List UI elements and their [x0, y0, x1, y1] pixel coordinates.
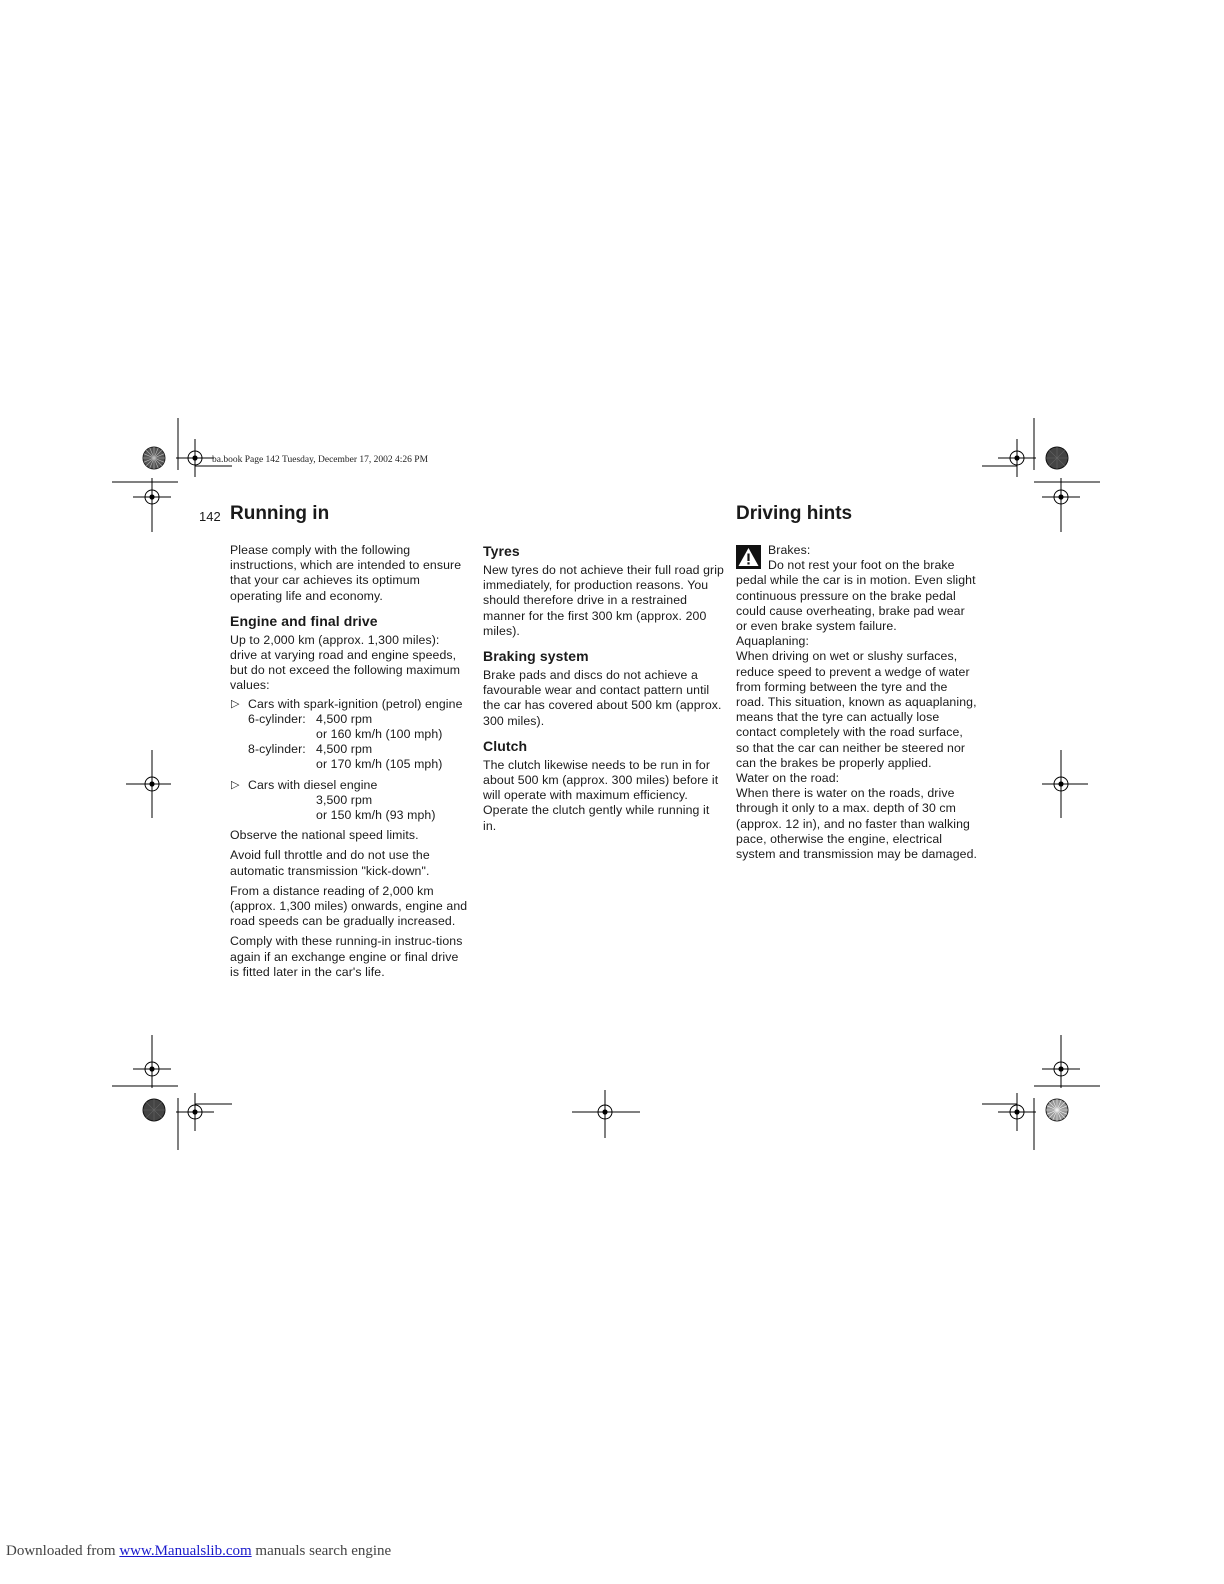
column-tyres-brakes-clutch: [483, 543, 725, 839]
intro-paragraph: Please comply with the following instructions, which are intended to ensure that your car achieves its optimum operating life and economy.: [230, 543, 462, 603]
spec-row-8-cyl-speed: [248, 757, 470, 772]
bullet-diesel-title: Cars with diesel engine: [248, 777, 378, 792]
spec-value: or 160 km/h (100 mph): [316, 727, 443, 742]
spec-value: or 170 km/h (105 mph): [316, 757, 443, 772]
engine-paragraph: Up to 2,000 km (approx. 1,300 miles): drive at varying road and engine speeds, but do not exceed the following maximum values:: [230, 632, 461, 693]
braking-paragraph: Brake pads and discs do not achieve a favourable wear and contact pattern until the car has covered about 500 km (approx. 300 miles).: [483, 668, 722, 728]
spec-value: 3,500 rpm: [316, 792, 373, 807]
footer-prefix: Downloaded from: [6, 1543, 120, 1559]
spec-label: 6-cylinder:: [248, 711, 306, 726]
spec-value: or 150 km/h (93 mph): [316, 807, 436, 822]
page-number: 142: [199, 509, 221, 524]
spec-row-6-cyl-speed: [248, 727, 470, 742]
triangle-bullet-icon: ▷: [231, 778, 240, 791]
manualslib-link[interactable]: www.Manualslib.com: [119, 1543, 252, 1559]
page-title-driving-hints: Driving hints: [736, 503, 853, 524]
aquaplaning-label: Aquaplaning:: [736, 634, 809, 649]
page-title-running-in: Running in: [230, 503, 330, 524]
distance-paragraph: From a distance reading of 2,000 km (approx. 1,300 miles) onwards, engine and road speeds can be gradually increased.: [230, 883, 468, 929]
spec-row-8-cyl: [248, 742, 470, 757]
section-heading-clutch: Clutch: [483, 737, 528, 754]
section-heading-braking: Braking system: [483, 648, 589, 665]
water-label: Water on the road:: [736, 771, 840, 786]
section-heading-tyres: Tyres: [483, 543, 520, 559]
aquaplaning-paragraph: When driving on wet or slushy surfaces, reduce speed to prevent a wedge of water from forming between the tyre and the road. This situation, known as aquaplaning, means that the tyre can actually lose contact completely with the road surface, so that the car can neither be steered nor can the brakes be properly applied.: [736, 649, 977, 770]
section-heading-engine: Engine and final drive: [230, 612, 378, 629]
print-slug: ba.book Page 142 Tuesday, December 17, 2002 4:26 PM: [212, 455, 429, 465]
download-footer: [6, 1543, 391, 1560]
spec-row-6-cyl: [248, 712, 470, 727]
brakes-text: [736, 558, 978, 634]
bullet-petrol-title: Cars with spark-ignition (petrol) engine: [248, 696, 463, 711]
spec-value: 4,500 rpm: [316, 742, 373, 757]
spec-value: 4,500 rpm: [316, 711, 373, 726]
triangle-bullet-icon: ▷: [231, 697, 240, 710]
brakes-paragraph: Do not rest your foot on the brake pedal while the car is in motion. Even slight continuous pressure on the brake pedal could cause overheating, brake pad wear or even brake system failure.: [736, 558, 976, 634]
bullet-petrol: [230, 697, 470, 773]
spec-row-diesel-speed: [248, 808, 470, 823]
tyres-paragraph: New tyres do not achieve their full road grip immediately, for production reasons. You should therefore drive in a restrained manner for the first 300 km (approx. 200 miles).: [483, 563, 724, 638]
brakes-label: Brakes:: [768, 543, 811, 557]
exchange-paragraph: Comply with these running-in instruc-tions again if an exchange engine or final drive is fitted later in the car's life.: [230, 934, 463, 979]
spec-row-diesel: [248, 793, 470, 808]
clutch-paragraph: The clutch likewise needs to be run in for about 500 km (approx. 300 miles) before it will operate with maximum efficiency. Operate the clutch gently while running it in.: [483, 757, 719, 833]
spec-label: 8-cylinder:: [248, 742, 306, 757]
column-running-in: [230, 543, 470, 985]
kickdown-paragraph: Avoid full throttle and do not use the automatic transmission "kick-down".: [230, 848, 430, 878]
water-paragraph: When there is water on the roads, drive through it only to a max. depth of 30 cm (approx. 12 in), and no faster than walking pace, otherwise the engine, electrical system and transmission may be damaged.: [736, 786, 978, 862]
bullet-diesel: [230, 778, 470, 824]
speed-limit-paragraph: Observe the national speed limits.: [230, 828, 419, 843]
footer-suffix: manuals search engine: [251, 1543, 392, 1559]
column-driving-hints: [736, 543, 978, 862]
